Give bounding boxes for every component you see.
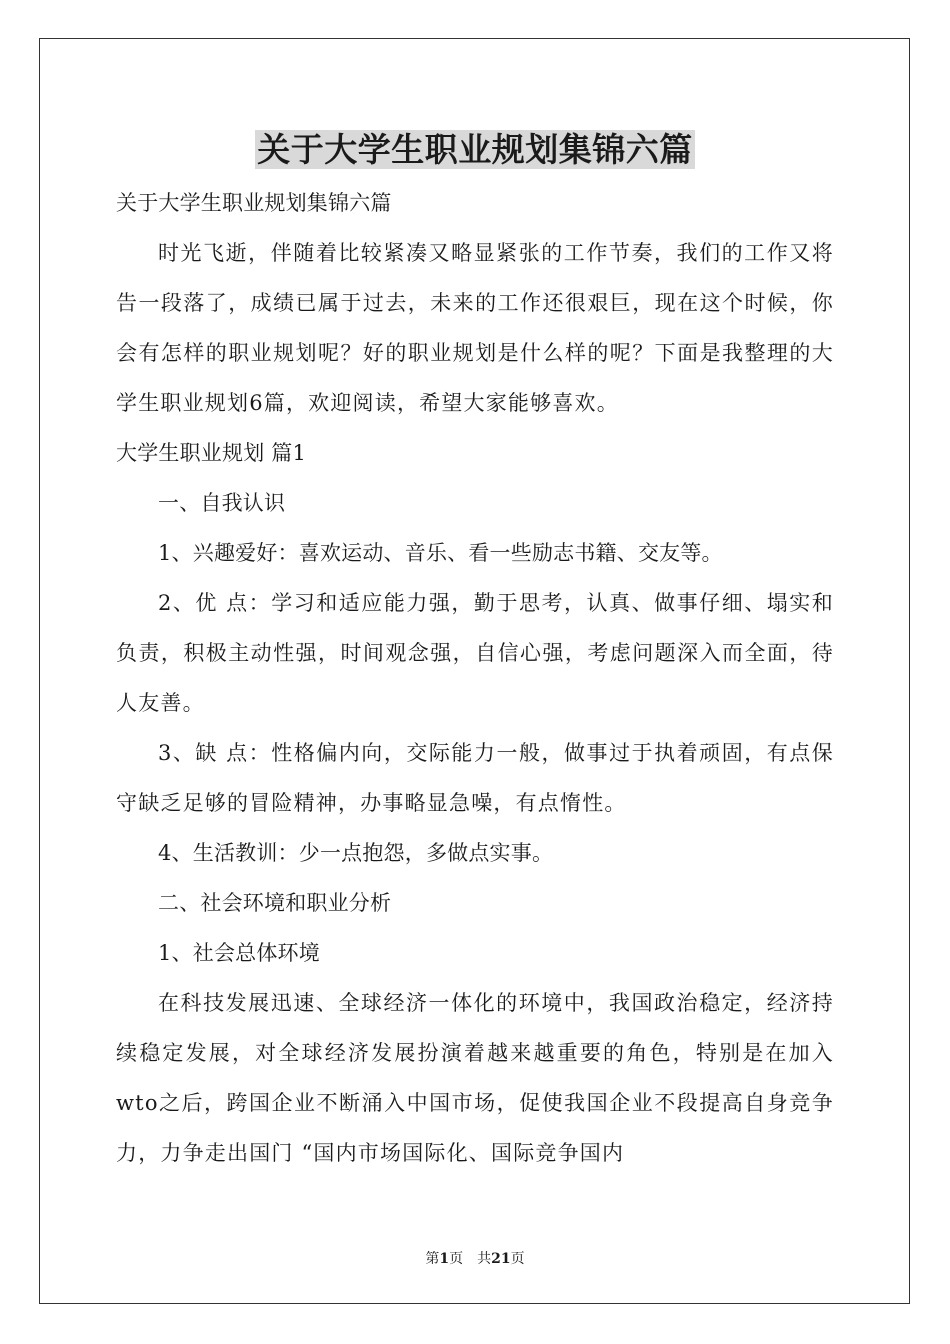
list-item-strengths: 2、优 点：学习和适应能力强，勤于思考，认真、做事仔细、塌实和负责，积极主动性强，时间观念强，自信心强，考虑问题深入而全面，待人友善。: [116, 591, 834, 715]
intro-paragraph: 时光飞逝，伴随着比较紧凑又略显紧张的工作节奏，我们的工作又将告一段落了，成绩已属于过去，未来的工作还很艰巨，现在这个时候，你会有怎样的职业规划呢？好的职业规划是什么样的呢？下面是我整理的大学生职业规划6篇，欢迎阅读，希望大家能够喜欢。: [116, 241, 834, 415]
document-body: [116, 178, 834, 1178]
page-footer: [0, 1250, 950, 1268]
page-number: 第1页: [425, 1251, 464, 1267]
document-title: [0, 128, 950, 172]
document-subtitle: 关于大学生职业规划集锦六篇: [116, 191, 392, 215]
environment-heading: 二、社会环境和职业分析: [158, 891, 392, 915]
environment-subheading: 1、社会总体环境: [158, 941, 320, 965]
environment-paragraph: 在科技发展迅速、全球经济一体化的环境中，我国政治稳定，经济持续稳定发展，对全球经济发展扮演着越来越重要的角色，特别是在加入wto之后，跨国企业不断涌入中国市场，促使我国企业不段提高自身竞争力，力争走出国门 “国内市场国际化、国际竞争国内: [116, 991, 834, 1165]
page-total: 共21页: [477, 1251, 525, 1267]
document-title-text: 关于大学生职业规划集锦六篇: [257, 130, 693, 169]
list-item-weaknesses: 3、缺 点：性格偏内向，交际能力一般，做事过于执着顽固，有点保守缺乏足够的冒险精神，办事略显急噪，有点惰性。: [116, 741, 834, 815]
total-pages: 21: [491, 1251, 511, 1267]
section-heading: 大学生职业规划 篇1: [116, 441, 307, 465]
self-awareness-heading: 一、自我认识: [158, 491, 286, 515]
list-item-interests: 1、兴趣爱好：喜欢运动、音乐、看一些励志书籍、交友等。: [158, 541, 723, 565]
current-page: 1: [439, 1251, 450, 1267]
list-item-lessons: 4、生活教训：少一点抱怨，多做点实事。: [158, 841, 554, 865]
